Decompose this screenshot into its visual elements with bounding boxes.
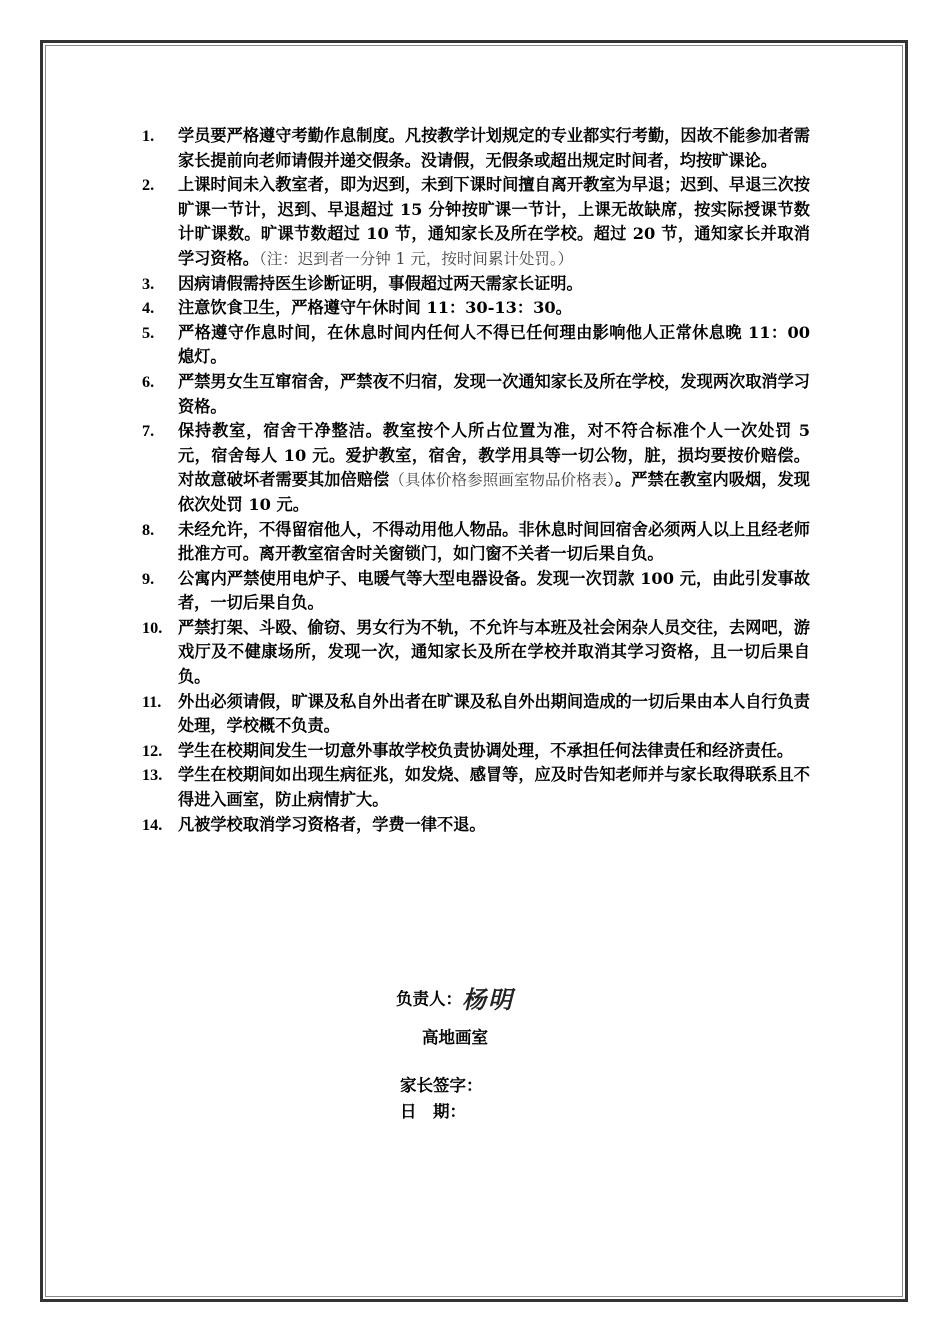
rule-number: 1. bbox=[142, 127, 155, 145]
rule-item bbox=[140, 567, 810, 616]
rule-item bbox=[140, 321, 810, 370]
rule-text: 学员要严格遵守考勤作息制度。凡按教学计划规定的专业都实行考勤，因故不能参加者需家长提前向老师请假并递交假条。没请假，无假条或超出规定时间者，均按旷课论。 bbox=[178, 126, 810, 170]
rule-text: 保持教室，宿舍干净整洁。教室按个人所占位置为准，对不符合标准个人一次处罚 5 元，宿舍每人 10 元。爱护教室，宿舍，教学用具等一切公物，脏，损均要按价赔偿。对故意破坏者需要其加倍赔偿 bbox=[178, 421, 810, 490]
rule-item bbox=[140, 763, 810, 812]
rule-number: 7. bbox=[142, 422, 155, 441]
rule-item bbox=[140, 616, 810, 690]
rule-text: 严禁男女生互窜宿舍，严禁夜不归宿，发现一次通知家长及所在学校，发现两次取消学习资格。 bbox=[178, 371, 810, 416]
parent-signature-label: 家长签字： bbox=[400, 1076, 483, 1095]
rule-text: 未经允许，不得留宿他人，不得动用他人物品。非休息时间回宿舍必须两人以上且经老师批准方可。离开教室宿舍时关窗锁门，如门窗不关者一切后果自负。 bbox=[178, 519, 810, 564]
rule-text: 公寓内严禁使用电炉子、电暖气等大型电器设备。发现一次罚款 100 元，由此引发事故者，一切后果自负。 bbox=[178, 568, 810, 613]
responsible-person-signature: 杨明 bbox=[462, 985, 514, 1014]
rule-item bbox=[140, 690, 810, 739]
rule-number: 9. bbox=[142, 569, 155, 588]
rule-text: 严禁打架、斗殴、偷窃、男女行为不轨，不允许与本班及社会闲杂人员交往，去网吧，游戏厅及不健康场所，发现一次，通知家长及所在学校并取消其学习资格，且一切后果自负。 bbox=[178, 617, 810, 687]
rule-number: 2. bbox=[142, 176, 155, 195]
rule-number: 13. bbox=[142, 766, 163, 785]
rule-text: 注意饮食卫生，严格遵守午休时间 11：30-13：30。 bbox=[178, 298, 572, 318]
rule-number: 5. bbox=[142, 323, 155, 342]
responsible-person bbox=[396, 980, 514, 1015]
rule-text: 严格遵守作息时间，在休息时间内任何人不得已任何理由影响他人正常休息晚 11：00 熄灯。 bbox=[178, 322, 810, 367]
rule-item bbox=[140, 419, 810, 517]
rule-text: 学生在校期间发生一切意外事故学校负责协调处理，不承担任何法律责任和经济责任。 bbox=[178, 740, 794, 760]
organization-name: 高地画室 bbox=[422, 1028, 488, 1047]
rule-text: 学生在校期间如出现生病征兆，如发烧、感冒等，应及时告知老师并与家长取得联系且不得进入画室，防止病情扩大。 bbox=[178, 765, 810, 810]
rules-list bbox=[140, 124, 810, 837]
rule-item bbox=[140, 296, 810, 321]
rule-number: 10. bbox=[142, 618, 163, 637]
rule-number: 3. bbox=[142, 274, 155, 293]
rule-item bbox=[140, 272, 810, 297]
responsible-person-label: 负责人： bbox=[396, 989, 462, 1009]
rule-number: 14. bbox=[142, 815, 163, 834]
rule-number: 8. bbox=[142, 520, 155, 539]
rule-number: 6. bbox=[142, 372, 155, 391]
rule-item bbox=[140, 813, 810, 838]
rule-note: （注：迟到者一分钟 1 元，按时间累计处罚。） bbox=[258, 249, 574, 268]
rule-text-after: 。严禁在教室内吸烟，发现依次处罚 10 元。 bbox=[178, 470, 810, 514]
rule-item bbox=[140, 739, 810, 764]
rule-number: 12. bbox=[142, 741, 163, 760]
rule-text: 因病请假需持医生诊断证明，事假超过两天需家长证明。 bbox=[178, 273, 583, 293]
rule-item bbox=[140, 124, 810, 173]
rule-note: （具体价格参照画室物品价格表） bbox=[389, 471, 616, 490]
date-label: 日 期： bbox=[400, 1102, 466, 1121]
rule-text: 凡被学校取消学习资格者，学费一律不退。 bbox=[178, 814, 486, 834]
rule-item bbox=[140, 518, 810, 567]
rule-text: 外出必须请假，旷课及私自外出者在旷课及私自外出期间造成的一切后果由本人自行负责处理，学校概不负责。 bbox=[178, 691, 810, 736]
rule-number: 11. bbox=[142, 692, 162, 711]
rule-item bbox=[140, 370, 810, 419]
rule-item bbox=[140, 173, 810, 271]
rule-number: 4. bbox=[142, 299, 155, 318]
rule-text: 上课时间未入教室者，即为迟到，未到下课时间擅自离开教室为早退；迟到、早退三次按旷课一节计，迟到、早退超过 15 分钟按旷课一节计，上课无故缺席，按实际授课节数计旷课数。旷课节数超过 10 节，通知家长及所在学校。超过 20 节，通知家长并取消学习资格。 bbox=[178, 175, 810, 268]
